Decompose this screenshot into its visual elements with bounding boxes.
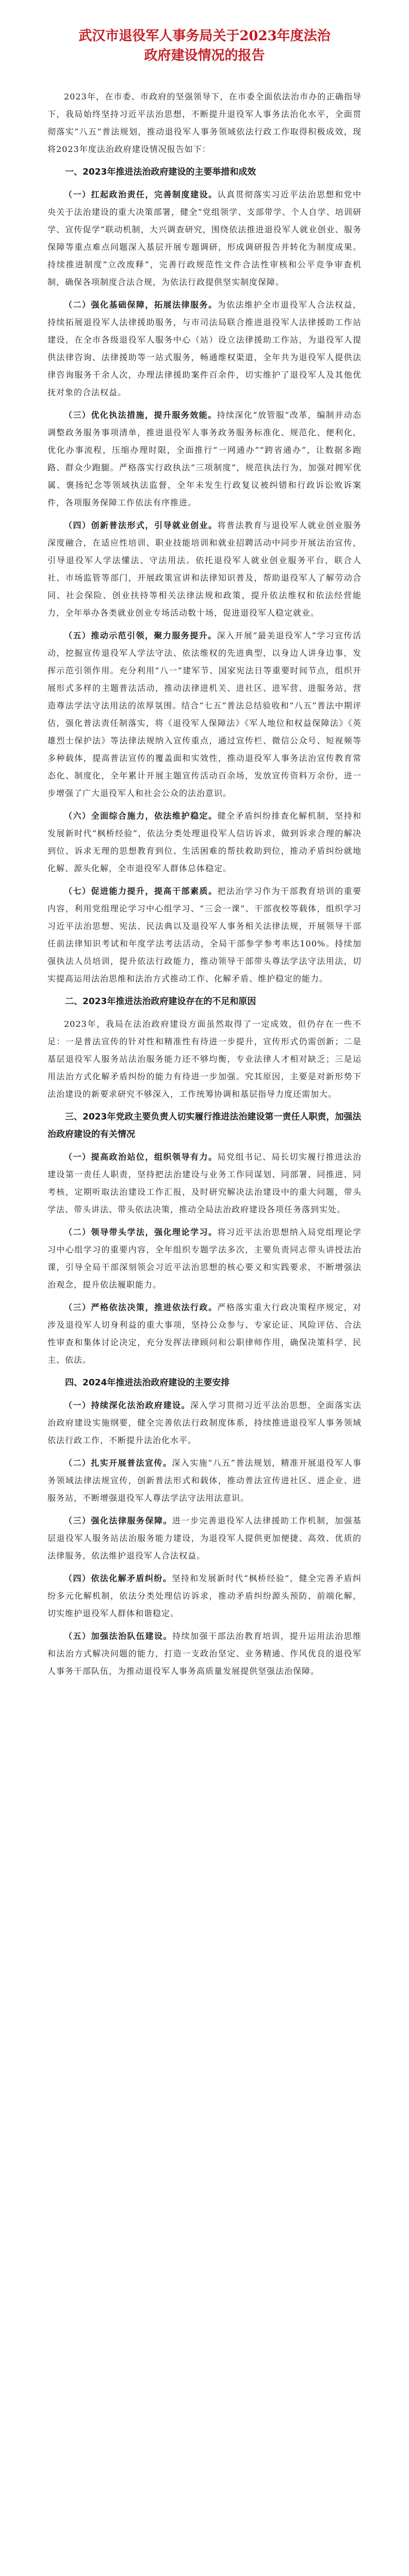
paragraph-text: 深入学习贯彻习近平法治思想，全面落实法治政府建设实施纲要，健全完善依法行政制度体系，持续推进退役军人事务领域依法行政工作，不断提升法治化水平。 <box>47 1400 362 1446</box>
paragraph-text: 深入实施“八五”普法规划，精准开展退役军人事务领域法律法规宣传，创新普法形式和载体，推动普法宣传进社区、进企业、进服务站，不断增强退役军人尊法学法守法用法意识。 <box>47 1458 362 1503</box>
paragraph-lead: （三）优化执法措施，提升服务效能。 <box>64 410 217 420</box>
paragraph-text: 深入开展“最美退役军人”学习宣传活动，挖掘宣传退役军人学法守法、依法维权的先进典型，以身边人讲身边事，发挥示范引领作用。充分利用“八一”建军节、国家宪法日等重要时间节点，组织开展形式多样的主题普法活动，推动法律进机关、进社区、进军营、进服务站，营造尊法学法守法用法的浓厚氛围。结合“七五”普法总结验收和“八五”普法中期评估，强化普法责任制落实，将《退役军人保障法》《军人地位和权益保障法》《英雄烈士保护法》等法律法规纳入宣传重点，通过宣传栏、微信公众号、短视频等多种载体，提高普法宣传的覆盖面和实效性，推动退役军人事务法治宣传教育常态化、制度化，全年累计开展主题宣传活动百余场，发放宣传资料万余份，进一步增强了广大退役军人和社会公众的法治意识。 <box>47 631 362 799</box>
report-title <box>47 27 362 65</box>
paragraph-lead: （一）扛起政治责任，完善制度建设。 <box>64 190 218 200</box>
paragraph <box>47 1148 362 1218</box>
paragraph-text: 将习近平法治思想纳入局党组理论学习中心组学习的重要内容，全年组织专题学法多次，主要负责同志带头讲授法治课，引导全局干部深刻领会习近平法治思想的核心要义和实践要求，不断增强法治观念，提升依法履职能力。 <box>47 1227 362 1290</box>
paragraph-text: 坚持和发展新时代“枫桥经验”，健全完善矛盾纠纷多元化解机制，依法分类处理信访诉求，推动矛盾纠纷源头预防、前端化解，切实维护退役军人群体和谐稳定。 <box>47 1573 362 1619</box>
intro-paragraph: 2023年，在市委、市政府的坚强领导下，在市委全面依法治市办的正确指导下，我局始终坚持习近平法治思想，不断提升退役军人事务法治化水平，全面贯彻落实“八五”普法规划，推动退役军人事务领域依法行政工作取得积极成效，现将2023年度法治政府建设情况报告如下： <box>47 92 362 155</box>
paragraph <box>47 1454 362 1507</box>
paragraph-lead: （七）促进能力提升，提高干部素质。 <box>64 886 218 896</box>
paragraph <box>47 1512 362 1565</box>
paragraph <box>47 807 362 877</box>
paragraph <box>47 296 362 401</box>
paragraph <box>47 186 362 291</box>
paragraph-lead: （三）强化法律服务保障。 <box>64 1516 172 1526</box>
paragraph-text: 将普法教育与退役军人就业创业服务深度融合，在适应性培训、职业技能培训和就业招聘活动中同步开展法治宣传，引导退役军人学法懂法、守法用法。依托退役军人就业创业服务平台，联合人社、市场监管等部门，开展政策宣讲和法律知识普及，帮助退役军人了解劳动合同、社会保险、创业扶持等相关法律法规和政策，提升依法维权和依法经营能力，全年举办各类就业创业专场活动数十场，促进退役军人稳定就业。 <box>47 520 362 618</box>
paragraph-text: 持续深化“放管服”改革，编制并动态调整政务服务事项清单，推进退役军人事务政务服务标准化、规范化、便利化，优化办事流程，压缩办理时限，全面推行“一网通办”“跨省通办”，让数据多跑路、群众少跑腿。严格落实行政执法“三项制度”，规范执法行为，加强对拥军优属、褒扬纪念等领域执法监督，全年未发生行政复议被纠错和行政诉讼败诉案件，各项服务保障工作依法有序推进。 <box>47 410 362 508</box>
paragraph <box>47 1224 362 1294</box>
paragraph <box>47 406 362 512</box>
paragraph-lead: （三）严格依法决策，推进依法行政。 <box>64 1302 218 1313</box>
paragraph-text: 认真贯彻落实习近平法治思想和党中央关于法治建设的重大决策部署，健全“党组领学、支部带学、个人自学、培训研学、宣传促学”联动机制，大兴调查研究，围绕依法推进退役军人就业创业、服务保障等重点难点问题深入基层开展专题调研，形成调研报告并转化为制度成果。持续推进制度“立改废释”，完善行政规范性文件合法性审核和公平竞争审查机制，确保各项制度合法合规，为依法行政提供坚实制度保障。 <box>47 190 362 287</box>
paragraph-text: 进一步完善退役军人法律援助工作机制，加强基层退役军人服务站法治服务能力建设，为退役军人提供更加便捷、高效、优质的法律服务，依法维护退役军人合法权益。 <box>47 1516 362 1561</box>
paragraph <box>47 1299 362 1369</box>
paragraph <box>47 517 362 622</box>
paragraph-lead: （四）依法化解矛盾纠纷。 <box>64 1573 172 1584</box>
paragraph-text: 持续加强干部法治教育培训，提升运用法治思维和法治方式解决问题的能力，打造一支政治坚定、业务精通、作风优良的退役军人事务干部队伍，为推动退役军人事务高质量发展提供坚强法治保障。 <box>47 1631 362 1676</box>
paragraph <box>47 627 362 802</box>
section-3-heading: 三、2023年党政主要负责人切实履行推进法治建设第一责任人职责，加强法治政府建设的有关情况 <box>47 1112 362 1140</box>
paragraph-text: 为依法维护全市退役军人合法权益，持续拓展退役军人法律援助服务，与市司法局联合推进退役军人法律援助工作站建设，在全市各级退役军人服务中心（站）设立法律援助工作站，为退役军人提供法律咨询、法律援助等一站式服务，畅通维权渠道，全年共为退役军人提供法律咨询服务千余人次，办理法律援助案件百余件，切实维护了退役军人及其他优抚对象的合法权益。 <box>47 300 362 398</box>
section-1-heading: 一、2023年推进法治政府建设的主要举措和成效 <box>65 167 256 178</box>
paragraph-lead: （一）提高政治站位，组织领导有力。 <box>64 1152 218 1162</box>
paragraph <box>47 883 362 988</box>
paragraph <box>47 1570 362 1622</box>
paragraph-lead: （六）全面综合施力，依法维护稳定。 <box>64 811 218 821</box>
paragraph-lead: （四）创新普法形式，引导就业创业。 <box>64 520 218 531</box>
report-title-line-1: 武汉市退役军人事务局关于2023年度法治 <box>78 28 331 44</box>
paragraph-lead: （二）扎实开展普法宣传。 <box>64 1458 172 1468</box>
paragraph <box>47 1015 362 1103</box>
paragraph-text: 2023年，我局在法治政府建设方面虽然取得了一定成效，但仍存在一些不足：一是普法宣传的针对性和精准性有待进一步提升，宣传形式仍需创新；二是基层退役军人服务站法治服务能力还不够均衡，专业法律人才相对缺乏；三是运用法治方式化解矛盾纠纷的能力有待进一步加强。究其原因，主要是对新形势下法治建设的新要求研究不够深入，工作统筹协调和基层指导力度还需加大。 <box>47 1019 362 1099</box>
paragraph-text: 健全矛盾纠纷排查化解机制，坚持和发展新时代“枫桥经验”，依法分类处理退役军人信访诉求，做到诉求合理的解决到位、诉求无理的思想教育到位、生活困难的帮扶救助到位，推动矛盾纠纷就地化解、源头化解，全市退役军人群体总体稳定。 <box>47 811 362 874</box>
paragraph <box>47 1397 362 1449</box>
report-title-line-2: 政府建设情况的报告 <box>144 47 265 63</box>
paragraph-lead: （五）推动示范引领，聚力服务提升。 <box>64 631 217 641</box>
paragraph <box>47 1628 362 1680</box>
paragraph-lead: （五）加强法治队伍建设。 <box>64 1631 172 1641</box>
paragraph-lead: （一）持续深化法治政府建设。 <box>64 1400 190 1411</box>
paragraph-lead: （二）领导带头学法，强化理论学习。 <box>64 1227 218 1238</box>
section-2-heading: 二、2023年推进法治政府建设存在的不足和原因 <box>65 996 256 1007</box>
paragraph-text: 把法治学习作为干部教育培训的重要内容，利用党组理论学习中心组学习、“三会一课”、干部夜校等载体，组织学习习近平法治思想、宪法、民法典以及退役军人事务相关法律法规，开展领导干部任前法律知识考试和年度学法考法活动，全局干部参学参考率达100%。持续加强执法人员培训，提升依法行政能力，推动领导干部带头尊法学法守法用法，切实提高运用法治思维和法治方式推动工作、化解矛盾、维护稳定的能力。 <box>47 886 362 984</box>
paragraph-text: 局党组书记、局长切实履行推进法治建设第一责任人职责，坚持把法治建设与业务工作同谋划、同部署、同推进、同考核，定期听取法治建设工作汇报，及时研究解决法治建设中的重大问题，带头学法、带头讲法、带头依法决策，推动全局法治政府建设各项任务落到实处。 <box>47 1152 362 1215</box>
section-4-heading: 四、2024年推进法治政府建设的主要安排 <box>65 1378 230 1388</box>
paragraph-lead: （二）强化基础保障，拓展法律服务。 <box>64 300 218 310</box>
paragraph-text: 严格落实重大行政决策程序规定，对涉及退役军人切身利益的重大事项，坚持公众参与、专家论证、风险评估、合法性审查和集体讨论决定，充分发挥法律顾问和公职律师作用，确保决策科学、民主、依法。 <box>47 1302 362 1365</box>
